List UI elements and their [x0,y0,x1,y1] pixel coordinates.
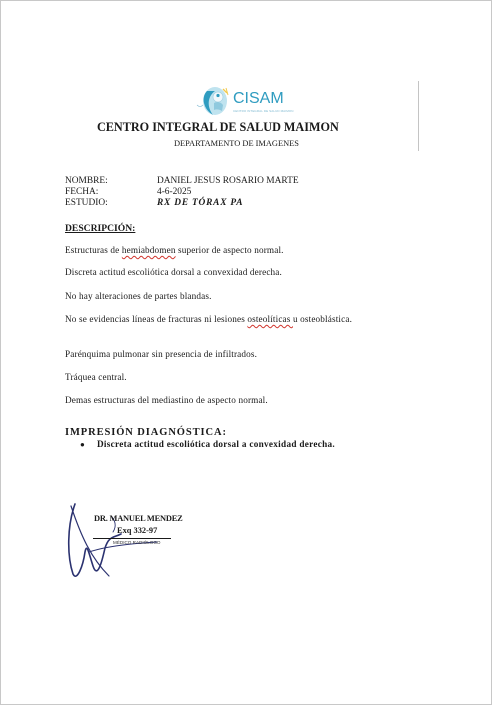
finding-text: superior de aspecto normal. [175,245,284,255]
logo-wordmark: CISAM [233,90,284,107]
impression-heading: IMPRESIÓN DIAGNÓSTICA: [65,427,227,438]
department-name: DEPARTAMENTO DE IMAGENES [174,139,299,148]
spellcheck-word: osteolíticas [247,314,293,324]
description-heading: DESCRIPCIÓN: [65,223,136,234]
finding-paragraph [65,244,365,256]
study-value: RX DE TÓRAX PA [157,198,244,208]
spellcheck-word: hemiabdomen [121,245,176,255]
date-label: FECHA: [65,187,99,197]
finding-text: u osteoblástica. [292,314,353,324]
header-margin-rule [418,81,419,151]
signer-name: DR. MANUEL MENDEZ [94,514,183,523]
logo-subtitle: CENTRO INTEGRAL DE SALUD MAIMON [233,109,294,113]
impression-list [80,439,335,449]
cisam-logo-icon [193,85,237,119]
cisam-logo [193,85,294,119]
signature-line [93,538,171,539]
date-value: 4-6-2025 [157,187,192,197]
patient-name-row [65,176,299,186]
finding-paragraph: Discreta actitud escoliótica dorsal a convexidad derecha. [65,267,282,277]
signer-role: MÉDICO RADIÓLOGO [113,540,161,545]
patient-name-value: DANIEL JESUS ROSARIO MARTE [157,176,299,186]
finding-paragraph: Parénquima pulmonar sin presencia de infiltrados. [65,349,258,359]
study-row [65,198,243,208]
finding-paragraph: Tráquea central. [65,372,127,382]
organization-name: CENTRO INTEGRAL DE SALUD MAIMON [97,120,339,134]
patient-name-label: NOMBRE: [65,176,108,186]
date-row [65,187,191,197]
signer-exequatur: Exq 332-97 [117,526,158,535]
bullet-icon: ● [80,440,86,449]
finding-paragraph [65,313,365,325]
finding-text: Estructuras de [65,245,122,255]
study-label: ESTUDIO: [65,198,108,208]
finding-paragraph: Demas estructuras del mediastino de aspecto normal. [65,395,268,405]
impression-item: Discreta actitud escoliótica dorsal a convexidad derecha. [97,439,335,449]
finding-text: No se evidencias líneas de fracturas ni lesiones [65,314,248,324]
finding-paragraph: No hay alteraciones de partes blandas. [65,291,212,301]
